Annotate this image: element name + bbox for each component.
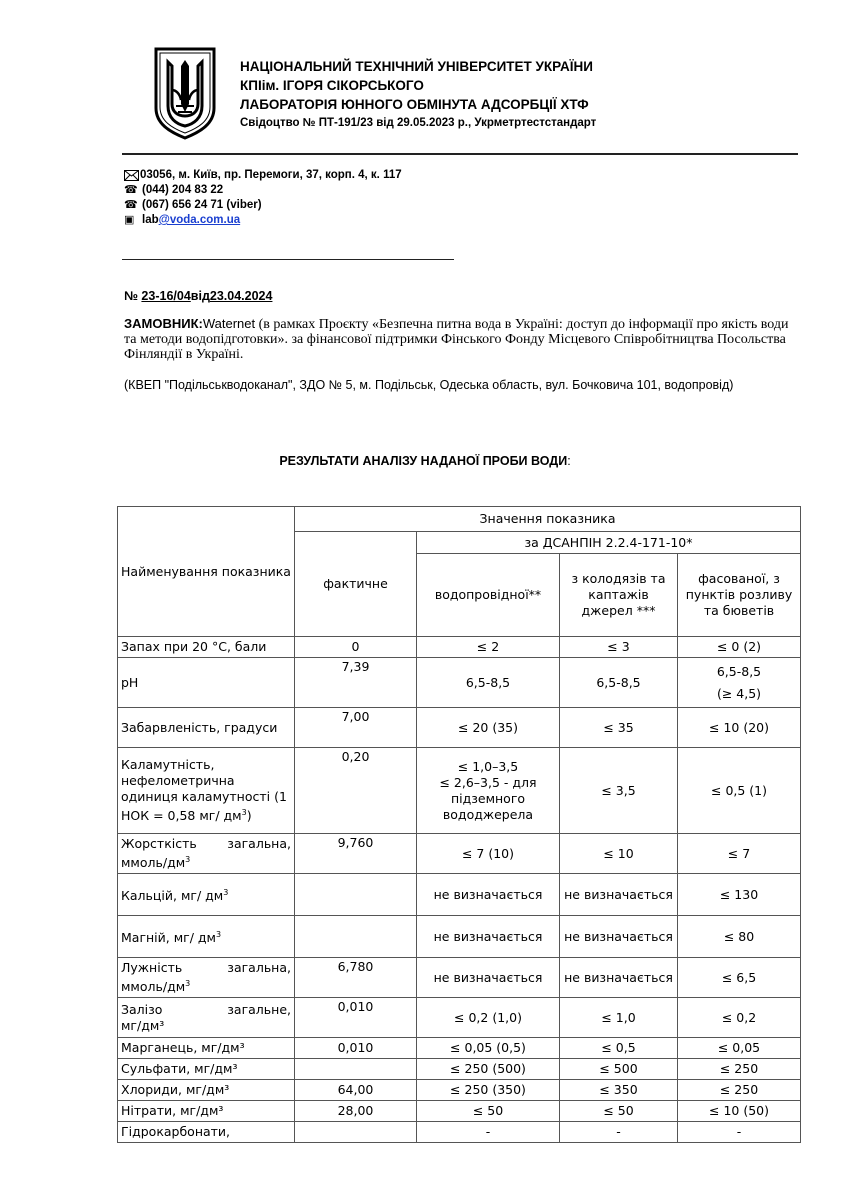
table-row: Лужність загальна, ммоль/$дм^3$ 6,780 не визначається не визначається ≤ 6,5 xyxy=(118,958,801,998)
university-name: НАЦІОНАЛЬНИЙ ТЕХНІЧНИЙ УНІВЕРСИТЕТ УКРАЇНИ xyxy=(240,59,593,74)
client-label: ЗАМОВНИК: xyxy=(124,316,203,331)
phone2-row xyxy=(124,198,402,213)
header-tap: водопровідної** xyxy=(417,554,560,637)
table-row: Нітрати, мг/дм³ 28,00 ≤ 50 ≤ 50 ≤ 10 (50) xyxy=(118,1101,801,1122)
doc-date-value: 23.04.2024 xyxy=(209,289,273,303)
header-bottled: фасованої, з пунктів розливу та бюветів xyxy=(678,554,801,637)
table-row: Хлориди, мг/дм³ 64,00 ≤ 250 (350) ≤ 350 ≤ 250 xyxy=(118,1080,801,1101)
header-norm: за ДСАНПІН 2.2.4-171-10* xyxy=(417,532,801,554)
header-actual: фактичне xyxy=(295,532,417,637)
table-row: Жорсткість загальна, ммоль/$дм^3$ 9,760 ≤ 7 (10) ≤ 10 ≤ 7 xyxy=(118,834,801,874)
contacts-divider xyxy=(122,259,454,260)
phone1-row xyxy=(124,183,402,198)
client-text: (в рамках Проєкту «Безпечна питна вода в Україні: доступ до інформації про якість води та методи водопідготовки». за фінансової підтримки Фінського Фонду Місцевого Співробітництва Посольства Фінляндії в Україні. xyxy=(124,317,789,362)
email-link[interactable]: @voda.com.ua xyxy=(158,214,241,226)
email-row xyxy=(124,213,402,228)
table-row: Каламутність, нефелометрична одиниця каламутності (1 НОК = 0,58 мг/ $дм^3$) 0,20 ≤ 1,0–3,5 ≤ 2,6–3,5 - для підземного вододжерела ≤ 3,5 ≤ 0,5 (1) xyxy=(118,748,801,834)
table-row: Гідрокарбонати, - - - xyxy=(118,1122,801,1143)
header-indicator-name: Найменування показника xyxy=(118,507,295,637)
fax-icon: ▣ xyxy=(124,214,135,226)
phone-icon: ☎ xyxy=(124,199,138,211)
document-number: № 23-16/04від23.04.2024 xyxy=(124,289,273,303)
doc-number-value: 23-16/04 xyxy=(141,289,191,303)
institution-header xyxy=(240,57,596,133)
table-row: рН 7,39 6,5-8,5 6,5-8,5 6,5-8,5 (≥ 4,5) xyxy=(118,658,801,708)
client-block xyxy=(124,317,796,362)
phone2-text: (067) 656 24 71 (viber) xyxy=(142,199,262,211)
client-name: Waternet xyxy=(202,316,256,331)
header-well: з колодязів та каптажів джерел *** xyxy=(560,554,678,637)
header-divider xyxy=(122,153,798,155)
sample-location: (КВЕП "Подільськводоканал", ЗДО № 5, м. Подільськ, Одеська область, вул. Бочковича 101, водопровід) xyxy=(124,378,734,392)
results-title: РЕЗУЛЬТАТИ АНАЛІЗУ НАДАНОЇ ПРОБИ ВОДИ: xyxy=(279,454,571,468)
phone-icon: ☎ xyxy=(124,184,138,196)
trident-logo xyxy=(150,46,220,140)
address-row xyxy=(124,168,402,183)
university-subname: КПІім. ІГОРЯ СІКОРСЬКОГО xyxy=(240,78,424,93)
table-row: Забарвленість, градуси 7,00 ≤ 20 (35) ≤ 35 ≤ 10 (20) xyxy=(118,708,801,748)
table-row: Сульфати, мг/дм³ ≤ 250 (500) ≤ 500 ≤ 250 xyxy=(118,1059,801,1080)
email-prefix: lab xyxy=(142,214,159,226)
certificate-line: Свідоцтво № ПТ-191/23 від 29.05.2023 р., Укрметртестстандарт xyxy=(240,117,597,129)
table-row: Марганець, мг/дм³ 0,010 ≤ 0,05 (0,5) ≤ 0,5 ≤ 0,05 xyxy=(118,1038,801,1059)
table-row: Кальцій, мг/ $дм^3$ не визначається не визначається ≤ 130 xyxy=(118,874,801,916)
envelope-icon xyxy=(124,170,139,181)
table-row: Залізо загальне, мг/дм³ 0,010 ≤ 0,2 (1,0) ≤ 1,0 ≤ 0,2 xyxy=(118,998,801,1038)
table-row: Запах при 20 °С, бали 0 ≤ 2 ≤ 3 ≤ 0 (2) xyxy=(118,637,801,658)
contacts-block xyxy=(124,168,402,228)
address-text: 03056, м. Київ, пр. Перемоги, 37, корп. 4, к. 117 xyxy=(140,169,402,181)
header-value: Значення показника xyxy=(295,507,801,532)
results-table xyxy=(117,506,801,1143)
phone1-text: (044) 204 83 22 xyxy=(142,184,224,196)
table-row: Магній, мг/ $дм^3$ не визначається не визначається ≤ 80 xyxy=(118,916,801,958)
laboratory-name: ЛАБОРАТОРІЯ ЮННОГО ОБМІНУТА АДСОРБЦІЇ ХТФ xyxy=(240,97,589,112)
